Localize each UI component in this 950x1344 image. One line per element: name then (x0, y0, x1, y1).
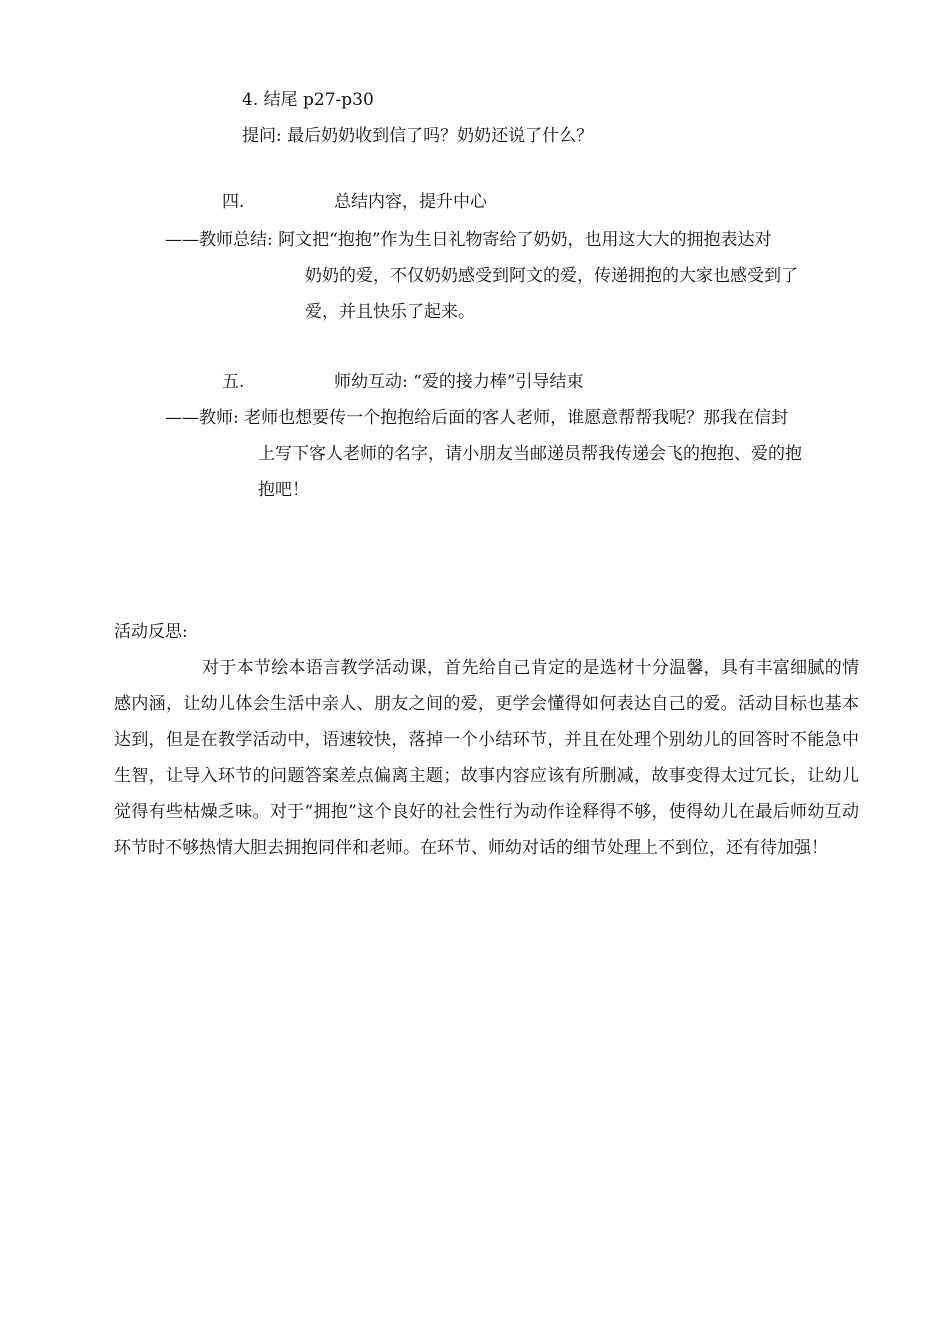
section-si-title: 总结内容，提升中心 (334, 192, 487, 212)
reflection-heading: 活动反思: (114, 622, 188, 642)
section-wu-number: 五. (222, 372, 245, 392)
section-si-summary-cont-2: 爱，并且快乐了起来。 (305, 302, 475, 322)
section-wu-teacher-cont-1: 上写下客人老师的名字，请小朋友当邮递员帮我传递会飞的抱抱、爱的抱 (258, 444, 802, 464)
section-wu-teacher-cont-2: 抱吧！ (258, 480, 309, 500)
section-4-heading: 4. 结尾 p27-p30 (242, 90, 374, 110)
section-4-question: 提问: 最后奶奶收到信了吗？奶奶还说了什么？ (242, 126, 594, 146)
section-si-summary-cont-1: 奶奶的爱，不仅奶奶感受到阿文的爱，传递拥抱的大家也感受到了 (305, 266, 798, 286)
reflection-body: 对于本节绘本语言教学活动课，首先给自己肯定的是选材十分温馨，具有丰富细腻的情感内涵，让幼儿体会生活中亲人、朋友之间的爱，更学会懂得如何表达自己的爱。活动目标也基本达到，但是在教学活动中，语速较快，落掉一个小结环节，并且在处理个别幼儿的回答时不能急中生智，让导入环节的问题答案差点偏离主题；故事内容应该有所删减，故事变得太过冗长，让幼儿觉得有些枯燥乏味。对于“拥抱”这个良好的社会性行为动作诠释得不够，使得幼儿在最后师幼互动环节时不够热情大胆去拥抱同伴和老师。在环节、师幼对话的细节处理上不到位，还有待加强！ (114, 658, 859, 858)
section-si-number: 四. (222, 192, 245, 212)
section-wu-teacher-lead: ——教师: 老师也想要传一个抱抱给后面的客人老师，谁愿意帮帮我呢？那我在信封 (165, 408, 789, 428)
section-wu-title: 师幼互动: “爱的接力棒”引导结束 (334, 372, 584, 392)
section-si-summary-lead: ——教师总结: 阿文把“抱抱”作为生日礼物寄给了奶奶，也用这大大的拥抱表达对 (165, 230, 772, 250)
